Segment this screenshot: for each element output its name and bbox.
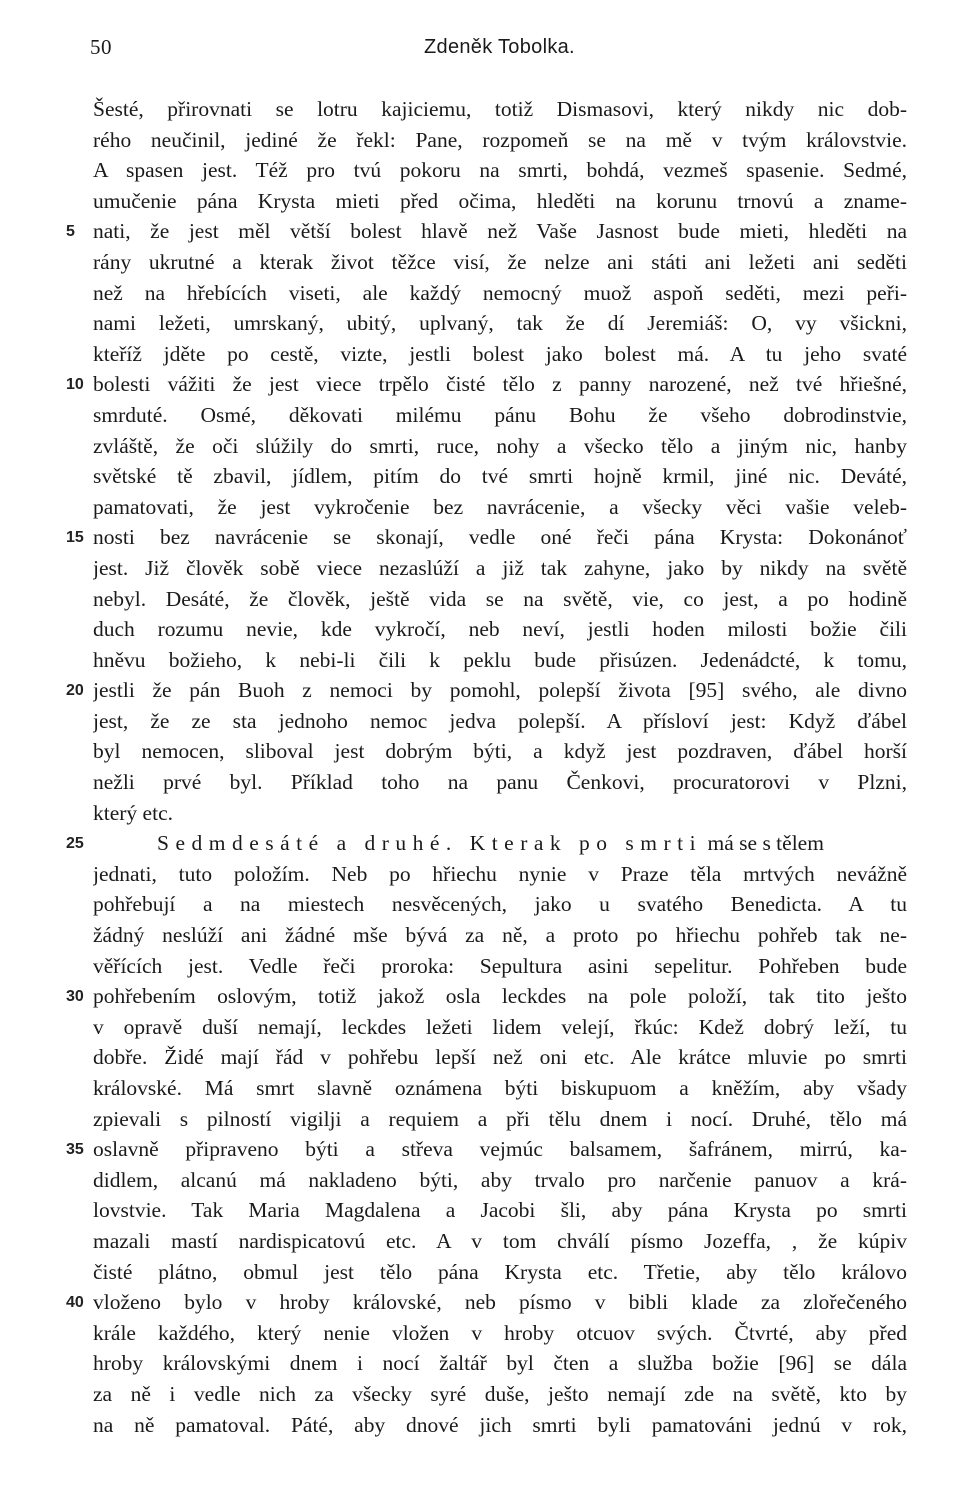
line-text: pohřebují a na miestech nesvěcených, jako u svatého Benedicta. A tu — [93, 892, 907, 917]
running-head — [0, 32, 960, 62]
text-line — [0, 431, 960, 462]
line-text: jest, že ze sta jednoho nemoc jedva polepší. A přísloví jest: Když ďábel — [93, 708, 907, 733]
line-text: za ně i vedle nich za všecky syré duše, ješto nemají zde na světě, kto by — [93, 1381, 907, 1406]
line-text: v opravě duší nemají, leckdes ležeti lidem velejí, řkúc: Kdež dobrý leží, tu — [93, 1014, 907, 1039]
line-text: kteříž jděte po cestě, vizte, jestli bolest jako bolest má. A tu jeho svaté — [93, 341, 907, 366]
line-text: nežli prvé byl. Příklad toho na panu Čenkovi, procuratorovi v Plzni, — [93, 770, 907, 795]
text-line — [0, 492, 960, 523]
text-line — [0, 1257, 960, 1288]
line-text: nati, že jest měl větší bolest hlavě než Vaše Jasnost bude mieti, hleděti na — [93, 219, 907, 244]
line-number: 15 — [66, 529, 84, 547]
line-text: královské. Má smrt slavně oznámena býti biskupuom a kněžím, aby všady — [93, 1076, 907, 1100]
text-line — [0, 1226, 960, 1257]
text-line — [0, 522, 960, 553]
line-text: věřících jest. Vedle řeči proroka: Sepultura asini sepelitur. Pohřeben bude — [93, 953, 907, 978]
text-line — [0, 584, 960, 615]
line-text: čisté plátno, obmul jest tělo pána Krysta etc. Třetie, aby tělo královo — [93, 1259, 907, 1284]
section-heading-rest: má se s tělem — [702, 831, 824, 856]
running-head-author: Zdeněk Tobolka. — [424, 36, 575, 58]
line-number: 5 — [66, 223, 75, 241]
text-line — [0, 247, 960, 278]
line-text: lovstvie. Tak Maria Magdalena a Jacobi šli, aby pána Krysta po smrti — [93, 1198, 907, 1223]
line-text: hroby královskými dnem i nocí žaltář byl čten a služba božie [96] se dála — [93, 1351, 907, 1376]
page-number: 50 — [90, 35, 112, 59]
line-text: zvláště, že oči slúžily do smrti, ruce, nohy a všecko tělo a jiným nic, hanby — [93, 433, 907, 458]
text-line — [0, 951, 960, 982]
text-line — [0, 859, 960, 890]
line-text: vloženo bylo v hroby královské, neb písmo v bibli klade za zlořečeného — [93, 1290, 907, 1315]
line-text: zpievali s pilností vigilji a requiem a při tělu dnem i nocí. Druhé, tělo má — [93, 1106, 907, 1131]
text-line — [0, 94, 960, 125]
line-text: bolesti vážiti že jest viece trpělo čisté tělo z panny narozené, než tvé hřiešné, — [93, 372, 907, 397]
line-text: rého neučinil, jediné že řekl: Pane, rozpomeň se na mě v tvým královstvie. — [93, 127, 907, 152]
text-line — [0, 1134, 960, 1165]
line-text: který etc. — [93, 800, 173, 825]
text-line — [0, 308, 960, 339]
text-line — [0, 1287, 960, 1318]
text-line — [0, 981, 960, 1012]
text-line — [0, 216, 960, 247]
line-number: 25 — [66, 835, 84, 853]
line-text: duch rozumu nevie, kde vykročí, neb neví, jestli hoden milosti božie čili — [93, 617, 907, 642]
line-text: Šesté, přirovnati se lotru kajiciemu, totiž Dismasovi, který nikdy nic dob- — [93, 97, 907, 121]
text-line — [0, 645, 960, 676]
line-text: umučenie pána Krysta mieti před očima, hleděti na korunu trnovú a zname- — [93, 188, 907, 213]
text-line — [0, 706, 960, 737]
line-text: smrduté. Osmé, děkovati milému pánu Bohu že všeho dobrodinstvie, — [93, 402, 907, 427]
line-number: 30 — [66, 988, 84, 1006]
text-line — [0, 1165, 960, 1196]
text-line — [0, 1104, 960, 1135]
line-text: byl nemocen, sliboval jest dobrým býti, a když jest pozdraven, ďábel horší — [93, 739, 907, 764]
line-text: rány ukrutné a kterak život těžce visí, že nelze ani státi ani ležeti ani seděti — [93, 249, 907, 274]
text-line — [0, 369, 960, 400]
line-number: 35 — [66, 1141, 84, 1159]
line-text: pohřebením oslovým, totiž jakož osla leckdes na pole položí, tak tito ješto — [93, 984, 907, 1009]
line-text: dobře. Židé mají řád v pohřebu lepší než oni etc. Ale krátce mluvie po smrti — [93, 1045, 907, 1070]
line-number: 10 — [66, 376, 84, 394]
text-line — [0, 278, 960, 309]
text-line — [0, 828, 960, 859]
text-line — [0, 553, 960, 584]
text-line — [0, 125, 960, 156]
text-line — [0, 1348, 960, 1379]
text-line — [0, 1318, 960, 1349]
line-text: pamatovati, že jest vykročenie bez navrácenie, a všecky věci vašie veleb- — [93, 494, 907, 519]
text-line — [0, 1195, 960, 1226]
line-text: než na hřebících viseti, ale každý nemocný muož aspoň seděti, mezi peři- — [93, 280, 907, 305]
text-line — [0, 798, 960, 829]
text-line — [0, 889, 960, 920]
line-text: krále každého, který nenie vložen v hroby otcuov svých. Čtvrté, aby před — [93, 1320, 907, 1345]
text-line — [0, 1379, 960, 1410]
body-text — [0, 94, 960, 1440]
line-text: mazali mastí nardispicatovú etc. A v tom chválí písmo Jozeffa, , že kúpiv — [93, 1228, 907, 1253]
line-text: didlem, alcanú má nakladeno býti, aby trvalo pro narčenie panuov a krá- — [93, 1167, 907, 1192]
text-line — [0, 1073, 960, 1104]
line-text: na ně pamatoval. Páté, aby dnové jich smrti byli pamatováni jednú v rok, — [93, 1412, 907, 1437]
text-line — [0, 675, 960, 706]
line-text: nebyl. Desáté, že člověk, ještě vida se na světě, vie, co jest, a po hodině — [93, 586, 907, 611]
text-line — [0, 461, 960, 492]
line-text: oslavně připraveno býti a střeva vejmúc balsamem, šafránem, mirrú, ka- — [93, 1137, 907, 1162]
line-text: nosti bez navrácenie se skonají, vedle oné řeči pána Krysta: Dokonánoť — [93, 525, 907, 550]
text-line — [0, 1012, 960, 1043]
line-text: jest. Již člověk sobě viece nezaslúží a již tak zahyne, jako by nikdy na světě — [93, 555, 907, 580]
text-line — [0, 614, 960, 645]
line-text: nami ležeti, umrskaný, ubitý, uplvaný, tak že dí Jeremiáš: O, vy všickni, — [93, 311, 907, 336]
section-heading: Sedmdesáté a druhé. Kterak po smrti — [157, 831, 703, 856]
text-line — [0, 1410, 960, 1441]
line-text: světské tě zbavil, jídlem, pitím do tvé smrti hojně krmil, jiné nic. Deváté, — [93, 464, 907, 489]
line-number: 40 — [66, 1294, 84, 1312]
text-line — [0, 155, 960, 186]
line-text: jednati, tuto položím. Neb po hřiechu nynie v Praze těla mrtvých nevážně — [93, 861, 907, 886]
line-number: 20 — [66, 682, 84, 700]
text-line — [0, 400, 960, 431]
text-line — [0, 186, 960, 217]
line-text — [93, 828, 907, 859]
text-line — [0, 339, 960, 370]
text-line — [0, 1042, 960, 1073]
line-text: hněvu božieho, k nebi-li čili k peklu bude přisúzen. Jedenádcté, k tomu, — [93, 647, 907, 672]
text-line — [0, 920, 960, 951]
line-text: A spasen jest. Též pro tvú pokoru na smrti, bohdá, vezmeš spasenie. Sedmé, — [93, 158, 907, 183]
text-line — [0, 736, 960, 767]
text-line — [0, 767, 960, 798]
line-text: jestli že pán Buoh z nemoci by pomohl, polepší života [95] svého, ale divno — [93, 678, 907, 703]
line-text: žádný neslúží ani žádné mše bývá za ně, a proto po hřiechu pohřeb tak ne- — [93, 923, 907, 948]
